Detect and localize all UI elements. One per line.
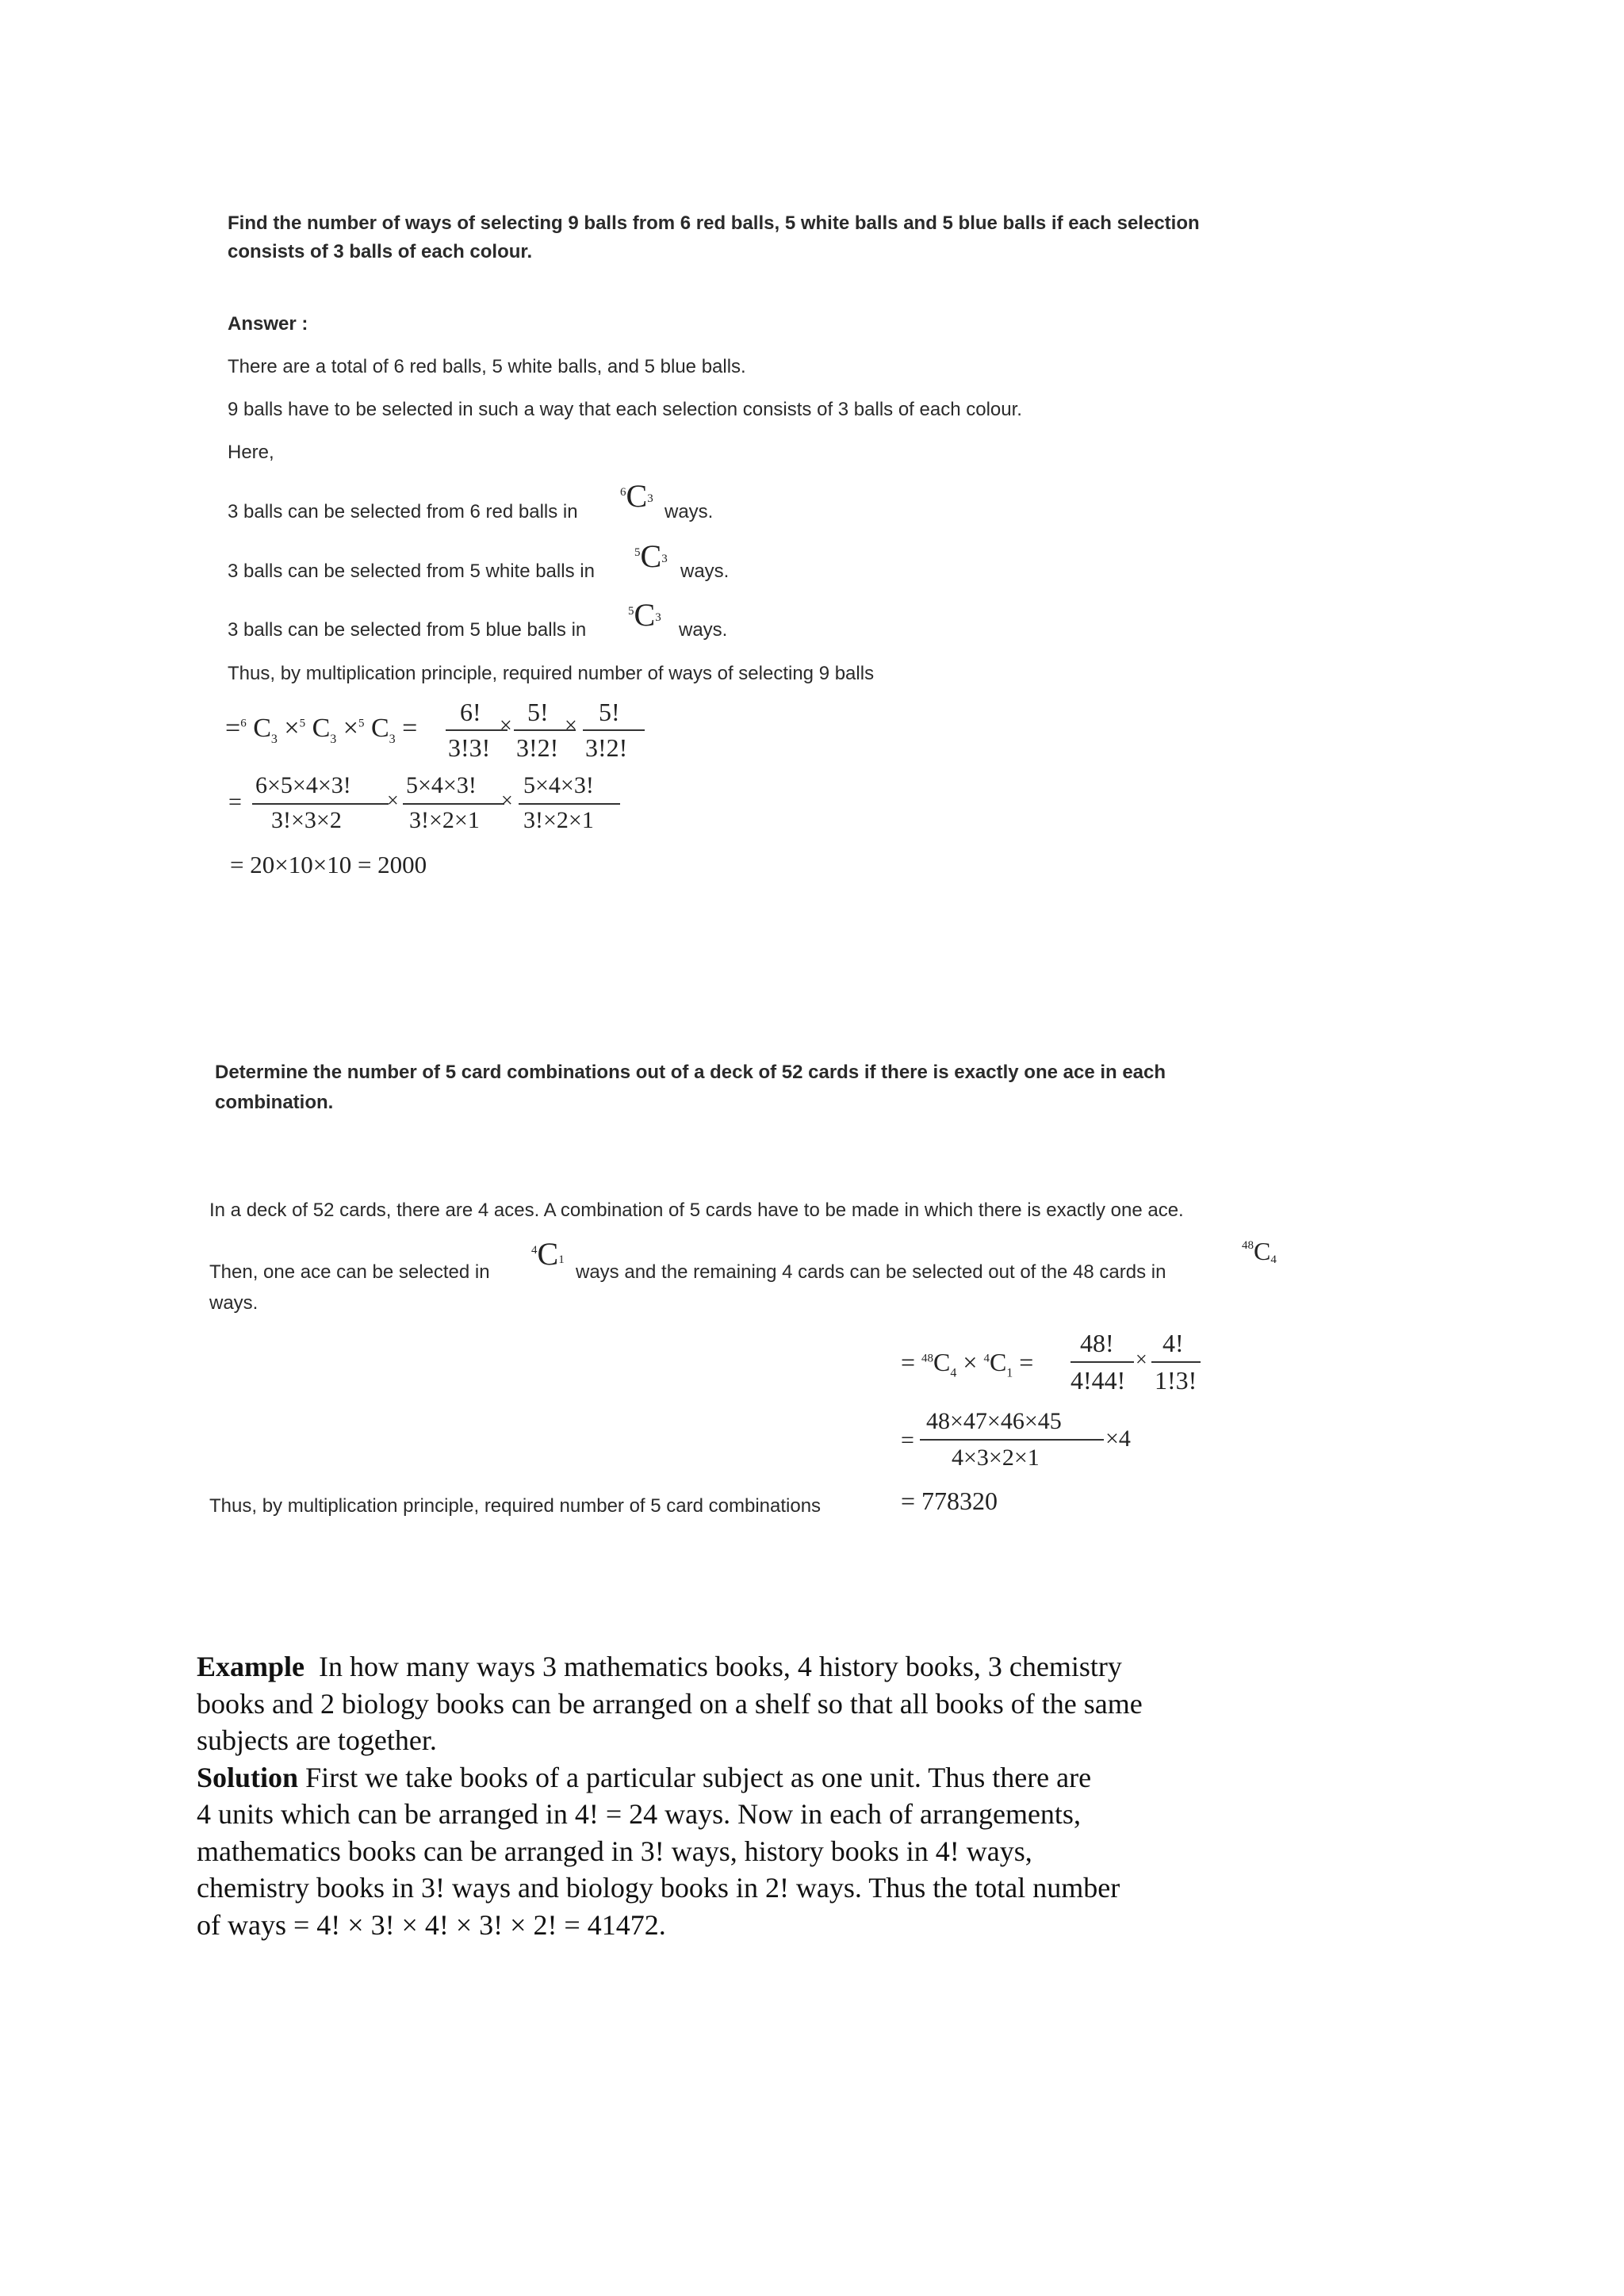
q1-line: 9 balls have to be selected in such a way that each selection consists of 3 balls of each colour. (228, 399, 1022, 420)
q1-red-r: 3 (647, 492, 653, 505)
q1-white-ways: ways. (680, 561, 730, 582)
times: × (1136, 1348, 1147, 1371)
times: × (565, 714, 577, 738)
q1-blue-ways: ways. (679, 619, 728, 641)
times: × (501, 789, 513, 812)
q1-answer-heading: Answer : (228, 313, 308, 335)
example-line: Example In how many ways 3 mathematics books, 4 history books, 3 chemistry (197, 1651, 1122, 1682)
q2-question-line-1: Determine the number of 5 card combinations out of a deck of 52 cards if there is exactly one ace in each (215, 1062, 1166, 1083)
q2-c2-n: 48 (1242, 1239, 1254, 1252)
q1-eq1-frac3-den: 3!2! (585, 733, 628, 762)
q1-blue-n: 5 (628, 605, 634, 618)
combination-symbol: C (537, 1236, 559, 1272)
equals: = (228, 789, 242, 815)
fraction-bar (1151, 1361, 1201, 1363)
q1-red-n: 6 (620, 486, 626, 499)
q2-c2-r: 4 (1270, 1253, 1277, 1266)
solution-label: Solution (197, 1761, 299, 1793)
solution-line: mathematics books can be arranged in 3! ways, history books in 4! ways, (197, 1835, 1032, 1867)
q1-eq2-frac3-den: 3!×2×1 (523, 807, 594, 833)
fraction-bar (519, 803, 620, 805)
q2-eq2-num: 48×47×46×45 (926, 1408, 1062, 1434)
times: × (500, 714, 512, 738)
q1-eq1-frac2-den: 3!2! (516, 733, 559, 762)
solution-line: 4 units which can be arranged in 4! = 24 ways. Now in each of arrangements, (197, 1798, 1081, 1830)
fraction-bar (1071, 1361, 1134, 1363)
q2-eq1-frac1-num: 48! (1080, 1329, 1114, 1357)
q1-eq1-lhs: =$^6$ $C_3 \times^5$ $C_3 \times^5$ $C_3$ = (225, 714, 418, 746)
q1-eq2-frac1-num: 6×5×4×3! (255, 772, 351, 798)
fraction-bar (446, 729, 508, 731)
q2-line-2b: ways and the remaining 4 cards can be selected out of the 48 cards in (576, 1261, 1166, 1283)
q1-question-line-1: Find the number of ways of selecting 9 balls from 6 red balls, 5 white balls and 5 blue balls if each selection (228, 212, 1200, 234)
combination-symbol: C (640, 538, 662, 574)
q2-eq2-den: 4×3×2×1 (952, 1445, 1040, 1471)
example-line: subjects are together. (197, 1724, 437, 1756)
fraction-bar (403, 803, 504, 805)
q1-blue-combination (628, 596, 661, 633)
q2-result: = 778320 (901, 1487, 998, 1515)
q1-eq1-frac2-num: 5! (527, 698, 549, 726)
example-block (197, 1648, 1307, 1943)
q1-thus-line: Thus, by multiplication principle, required number of ways of selecting 9 balls (228, 663, 875, 684)
q2-question-line-2: combination. (215, 1092, 334, 1113)
q2-c1-r: 1 (558, 1253, 565, 1266)
solution-line: of ways = 4! × 3! × 4! × 3! × 2! = 41472. (197, 1908, 666, 1941)
q1-blue-line: 3 balls can be selected from 5 blue balls in (228, 619, 587, 641)
combination-symbol: C (626, 478, 648, 514)
fraction-bar (252, 803, 389, 805)
q2-line-2a: Then, one ace can be selected in (209, 1261, 490, 1283)
solution-line: chemistry books in 3! ways and biology books in 2! ways. Thus the total number (197, 1872, 1120, 1904)
q1-eq1-frac1-num: 6! (460, 698, 481, 726)
q2-eq2-mult: ×4 (1105, 1425, 1131, 1452)
q2-eq1-frac1-den: 4!44! (1071, 1366, 1126, 1395)
q1-question-line-2: consists of 3 balls of each colour. (228, 241, 533, 262)
q1-line: There are a total of 6 red balls, 5 white balls, and 5 blue balls. (228, 356, 746, 377)
q1-eq2-frac2-den: 3!×2×1 (409, 807, 480, 833)
q2-c1-n: 4 (531, 1244, 538, 1257)
q1-eq2-frac3-num: 5×4×3! (523, 772, 594, 798)
q1-red-ways: ways. (665, 501, 714, 522)
q2-line-2c: ways. (209, 1292, 259, 1314)
q1-white-line: 3 balls can be selected from 5 white balls in (228, 561, 595, 582)
times: × (387, 789, 399, 812)
q1-eq1-frac1-den: 3!3! (448, 733, 491, 762)
q1-eq2-frac1-den: 3!×3×2 (271, 807, 342, 833)
q1-line: Here, (228, 442, 274, 463)
q1-white-n: 5 (634, 546, 641, 559)
example-line: books and 2 biology books can be arranged on a shelf so that all books of the same (197, 1687, 1143, 1720)
q2-thus-line: Thus, by multiplication principle, required number of 5 card combinations (209, 1495, 822, 1517)
q1-blue-r: 3 (655, 611, 661, 624)
equals: = (901, 1427, 914, 1453)
fraction-bar (583, 729, 645, 731)
solution-line: Solution First we take books of a particular subject as one unit. Thus there are (197, 1761, 1092, 1793)
fraction-bar (920, 1439, 1104, 1441)
combination-symbol: C (634, 597, 656, 633)
q1-eq2-frac2-num: 5×4×3! (406, 772, 477, 798)
q1-red-combination (620, 477, 653, 515)
q2-card-combination (1242, 1237, 1277, 1266)
q1-white-r: 3 (661, 553, 668, 565)
combination-symbol: C (1254, 1237, 1271, 1265)
q1-eq1-frac3-num: 5! (599, 698, 620, 726)
q1-result: = 20×10×10 = 2000 (230, 851, 427, 878)
q1-red-line: 3 balls can be selected from 6 red balls in (228, 501, 578, 522)
q2-line-1: In a deck of 52 cards, there are 4 aces. A combination of 5 cards have to be made in which there is exactly one ace. (209, 1200, 1184, 1221)
q2-ace-combination (531, 1235, 565, 1272)
example-label: Example (197, 1651, 305, 1682)
q2-eq1-frac2-num: 4! (1162, 1329, 1184, 1357)
q2-eq1-frac2-den: 1!3! (1155, 1366, 1197, 1395)
q1-white-combination (634, 538, 668, 575)
q2-eq1-lhs: = $^{48}C_4 \times ^4C_1$ = (901, 1348, 1034, 1380)
